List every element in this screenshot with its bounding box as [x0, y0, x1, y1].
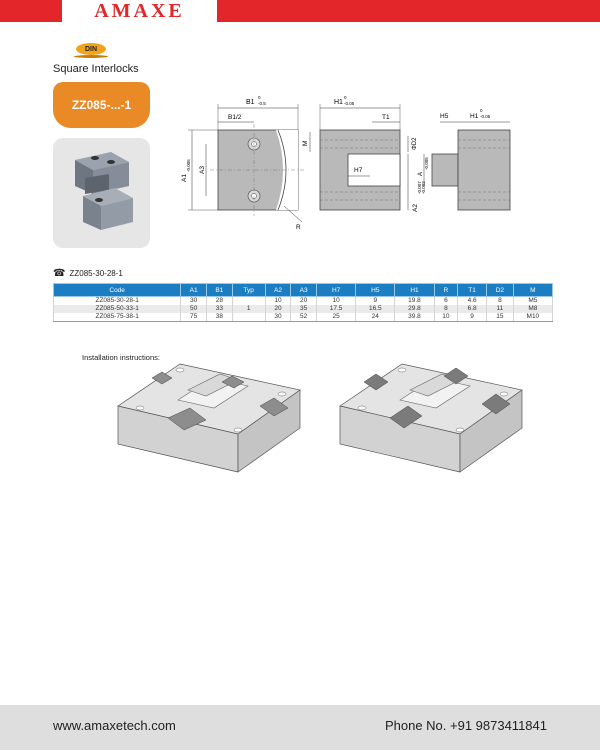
col-h7: H7 [317, 284, 356, 297]
table-cell: ZZ085-50-33-1 [54, 305, 181, 313]
example-code-line [53, 268, 123, 279]
label-a1-tol: -0.005 [186, 159, 191, 172]
col-h1: H1 [395, 284, 434, 297]
table-cell: ZZ085-75-38-1 [54, 313, 181, 322]
brand-name: AMAXE [94, 0, 185, 22]
col-typ: Typ [232, 284, 265, 297]
table-cell: 25 [317, 313, 356, 322]
table-cell: 30 [265, 313, 291, 322]
spec-table [53, 283, 553, 322]
technical-drawing [170, 90, 530, 230]
label-m: M [302, 140, 309, 146]
table-cell: 4.6 [458, 297, 487, 306]
col-t1: T1 [458, 284, 487, 297]
table-cell: 52 [291, 313, 317, 322]
table-cell: 8 [434, 305, 458, 313]
label-b1-half: B1/2 [228, 114, 242, 121]
table-row [54, 313, 553, 322]
col-r: R [434, 284, 458, 297]
table-cell: 35 [291, 305, 317, 313]
table-cell: M5 [513, 297, 552, 306]
table-cell: 6.8 [458, 305, 487, 313]
table-cell: 16.5 [356, 305, 395, 313]
spec-table-header-row [54, 284, 553, 297]
footer-website[interactable]: www.amaxetech.com [53, 718, 176, 733]
label-a2-tol-low: -0.002 [421, 181, 426, 194]
product-photo [53, 138, 150, 248]
table-cell: 33 [206, 305, 232, 313]
phone-icon: ☎ [53, 268, 66, 279]
table-cell: 28 [206, 297, 232, 306]
table-cell: 20 [291, 297, 317, 306]
table-cell [232, 313, 265, 322]
table-cell [232, 297, 265, 306]
label-a-right: A [418, 171, 424, 176]
label-h1b: H1 [470, 113, 479, 120]
label-a3: A3 [199, 166, 206, 174]
table-cell: 9 [356, 297, 395, 306]
table-cell: 19.8 [395, 297, 434, 306]
installation-view-left [118, 364, 300, 472]
col-m: M [513, 284, 552, 297]
label-h5: H5 [440, 113, 449, 120]
label-t1: T1 [382, 114, 390, 121]
col-b1: B1 [206, 284, 232, 297]
product-code-tab [53, 82, 150, 128]
table-cell: 38 [206, 313, 232, 322]
table-cell: 10 [265, 297, 291, 306]
label-a-right-tol: -0.005 [424, 157, 429, 170]
example-code: ZZ085-30-28-1 [69, 269, 123, 278]
product-name: Square Interlocks [53, 63, 139, 75]
product-code: ZZ085-...-1 [71, 98, 132, 112]
label-h1-tol-up: 0 [344, 95, 347, 100]
col-a2: A2 [265, 284, 291, 297]
label-b1-tol-up: 0 [258, 95, 261, 100]
installation-label: Installation instructions: [82, 353, 160, 362]
table-cell: 10 [434, 313, 458, 322]
table-cell: 29.8 [395, 305, 434, 313]
table-cell: 15 [487, 313, 514, 322]
table-cell: M8 [513, 305, 552, 313]
label-h7: H7 [354, 167, 363, 174]
brand-logo [62, 0, 217, 22]
table-cell: 17.5 [317, 305, 356, 313]
table-cell: 30 [181, 297, 207, 306]
col-a1: A1 [181, 284, 207, 297]
label-a1: A1 [181, 174, 188, 182]
table-cell: 6 [434, 297, 458, 306]
label-b1-tol-low: -0.5 [258, 101, 266, 106]
table-cell: 10 [317, 297, 356, 306]
interlock-photo-image [53, 138, 150, 248]
col-h5: H5 [356, 284, 395, 297]
col-code: Code [54, 284, 181, 297]
label-h1-tol-low: -0.05 [344, 101, 355, 106]
installation-view-right [340, 364, 522, 472]
table-cell: ZZ085-30-28-1 [54, 297, 181, 306]
table-row [54, 297, 553, 306]
installation-drawing [110, 360, 530, 480]
label-a2-tol-up: -0.007 [417, 181, 422, 194]
label-b1: B1 [246, 99, 255, 106]
table-cell: 1 [232, 305, 265, 313]
table-cell: 50 [181, 305, 207, 313]
din-badge: DIN [76, 43, 106, 55]
label-d2: ΦD2 [412, 137, 418, 150]
table-cell: 9 [458, 313, 487, 322]
table-cell: 39.8 [395, 313, 434, 322]
table-cell: 75 [181, 313, 207, 322]
table-cell: M10 [513, 313, 552, 322]
col-a3: A3 [291, 284, 317, 297]
table-cell: 11 [487, 305, 514, 313]
table-cell: 8 [487, 297, 514, 306]
col-d2: D2 [487, 284, 514, 297]
label-h1b-tol-low: -0.05 [480, 114, 491, 119]
label-a2: A2 [412, 204, 419, 212]
footer-phone: Phone No. +91 9873411841 [384, 718, 547, 733]
table-row [54, 305, 553, 313]
table-cell: 20 [265, 305, 291, 313]
label-r: R [296, 224, 301, 230]
table-cell: 24 [356, 313, 395, 322]
label-h1b-tol-up: 0 [480, 108, 483, 113]
label-h1: H1 [334, 99, 343, 106]
